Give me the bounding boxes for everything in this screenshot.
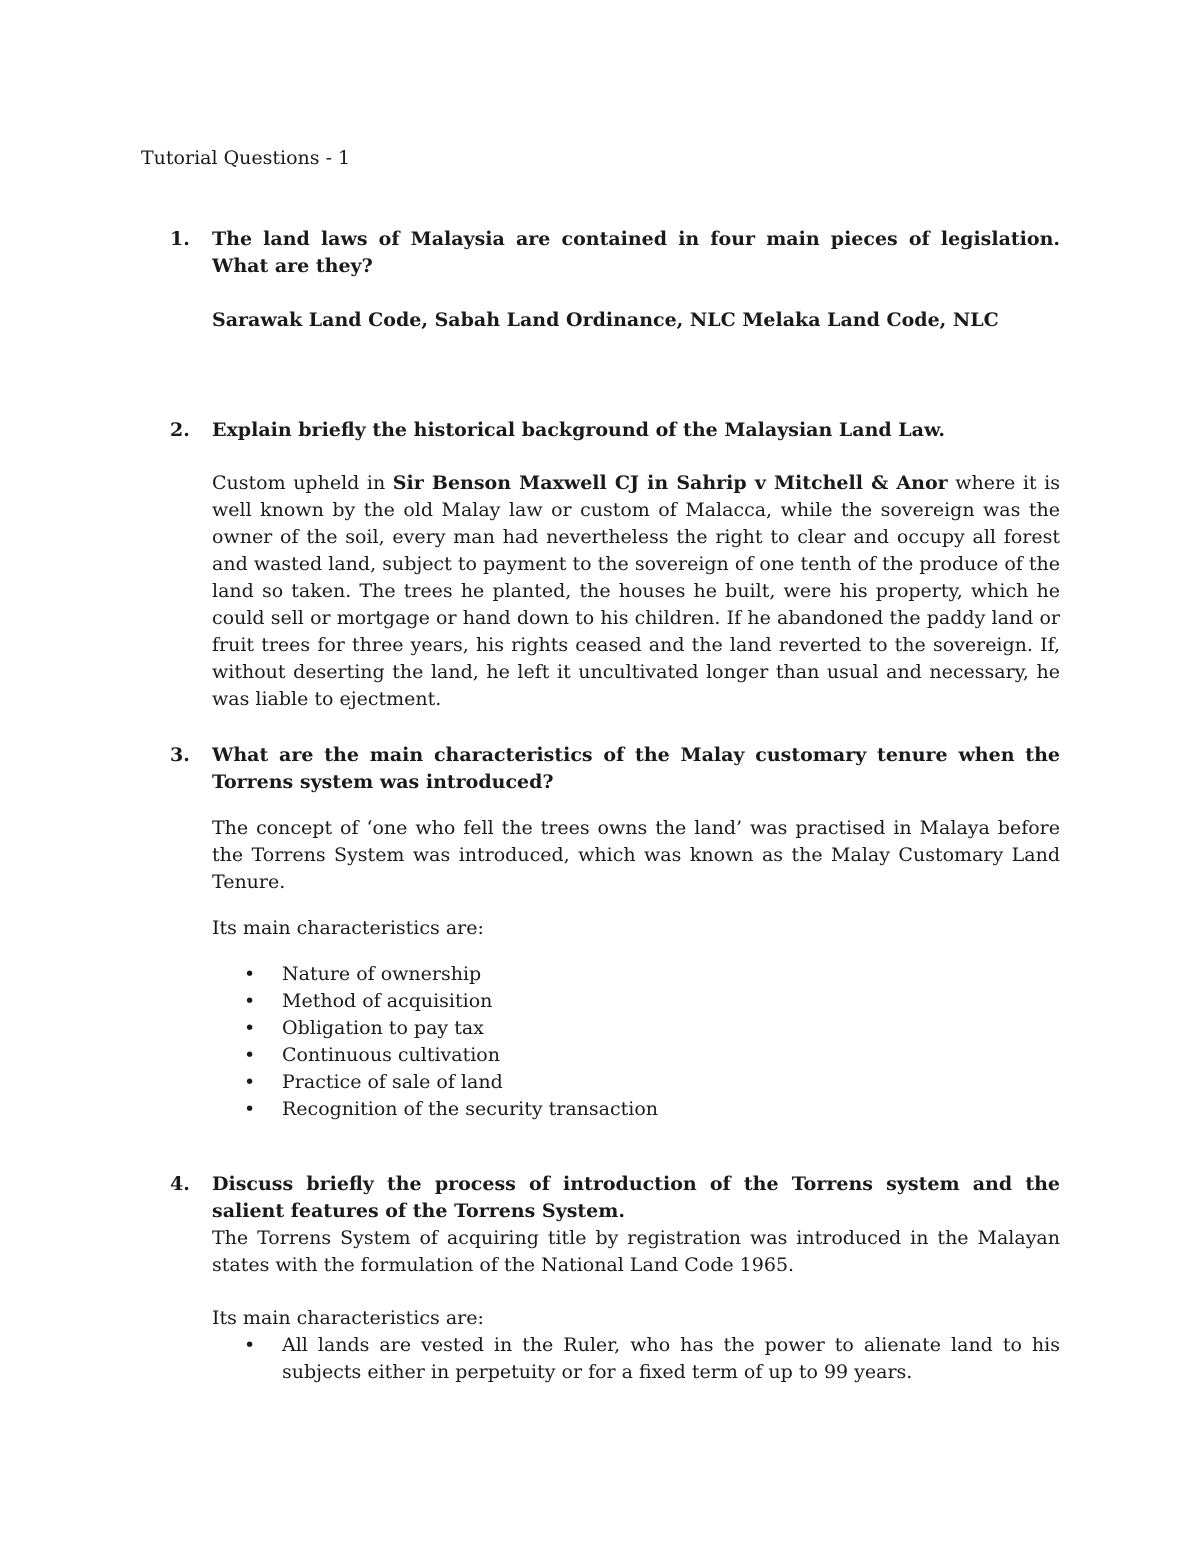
bullet-icon: • xyxy=(244,963,256,985)
question-1-answer: Sarawak Land Code, Sabah Land Ordinance, NLC Melaka Land Code, NLC xyxy=(212,309,999,331)
question-2-answer xyxy=(212,470,1060,713)
question-3-intro: Its main characteristics are: xyxy=(212,917,484,939)
question-2 xyxy=(170,417,1060,713)
case-citation: Sir Benson Maxwell CJ in Sahrip v Mitchell & Anor xyxy=(392,472,948,494)
bullet-icon: • xyxy=(244,1334,256,1356)
list-item: • Practice of sale of land xyxy=(212,1069,1060,1096)
answer-prefix: Custom upheld in xyxy=(212,472,393,494)
bullet-icon: • xyxy=(244,1017,256,1039)
question-3-text: What are the main characteristics of the Malay customary tenure when the Torrens system was introduced? xyxy=(212,744,1060,793)
question-4-list xyxy=(212,1332,1060,1386)
bullet-icon: • xyxy=(244,1044,256,1066)
bullet-icon: • xyxy=(244,1098,256,1120)
question-1-number: 1. xyxy=(170,228,190,250)
question-2-text: Explain briefly the historical background of the Malaysian Land Law. xyxy=(212,419,946,441)
list-item: • Obligation to pay tax xyxy=(212,1015,1060,1042)
question-4 xyxy=(170,1171,1060,1386)
question-3-answer: The concept of ‘one who fell the trees owns the land’ was practised in Malaya before the Torrens System was introduced, which was known as the Malay Customary Land Tenure. xyxy=(212,817,1060,893)
list-item: • All lands are vested in the Ruler, who has the power to alienate land to his subjects either in perpetuity or for a fixed term of up to 99 years. xyxy=(244,1334,1060,1383)
question-1 xyxy=(170,226,1060,334)
question-3-list xyxy=(212,961,1060,1123)
question-4-answer: The Torrens System of acquiring title by registration was introduced in the Malayan states with the formulation of the National Land Code 1965. xyxy=(212,1227,1060,1276)
question-3 xyxy=(170,742,1060,1123)
question-4-intro: Its main characteristics are: xyxy=(212,1307,484,1329)
question-2-number: 2. xyxy=(170,419,190,441)
document-title: Tutorial Questions - 1 xyxy=(141,147,351,169)
list-item: • Recognition of the security transaction xyxy=(212,1096,1060,1123)
question-4-number: 4. xyxy=(170,1173,190,1195)
list-item: • Nature of ownership xyxy=(212,961,1060,988)
bullet-icon: • xyxy=(244,1071,256,1093)
question-3-number: 3. xyxy=(170,744,190,766)
list-item: • Method of acquisition xyxy=(212,988,1060,1015)
answer-body: where it is well known by the old Malay law or custom of Malacca, while the sovereign was the owner of the soil, every man had nevertheless the right to clear and occupy all forest and wasted land, subject to payment to the sovereign of one tenth of the produce of the land so taken. The trees he planted, the houses he built, were his property, which he could sell or mortgage or hand down to his children. If he abandoned the paddy land or fruit trees for three years, his rights ceased and the land reverted to the sovereign. If, without deserting the land, he left it uncultivated longer than usual and necessary, he was liable to ejectment. xyxy=(212,472,1060,710)
list-item: • Continuous cultivation xyxy=(212,1042,1060,1069)
question-1-text: The land laws of Malaysia are contained in four main pieces of legislation. What are they? xyxy=(212,228,1060,277)
question-4-text: Discuss briefly the process of introduction of the Torrens system and the salient features of the Torrens System. xyxy=(212,1173,1060,1222)
bullet-icon: • xyxy=(244,990,256,1012)
